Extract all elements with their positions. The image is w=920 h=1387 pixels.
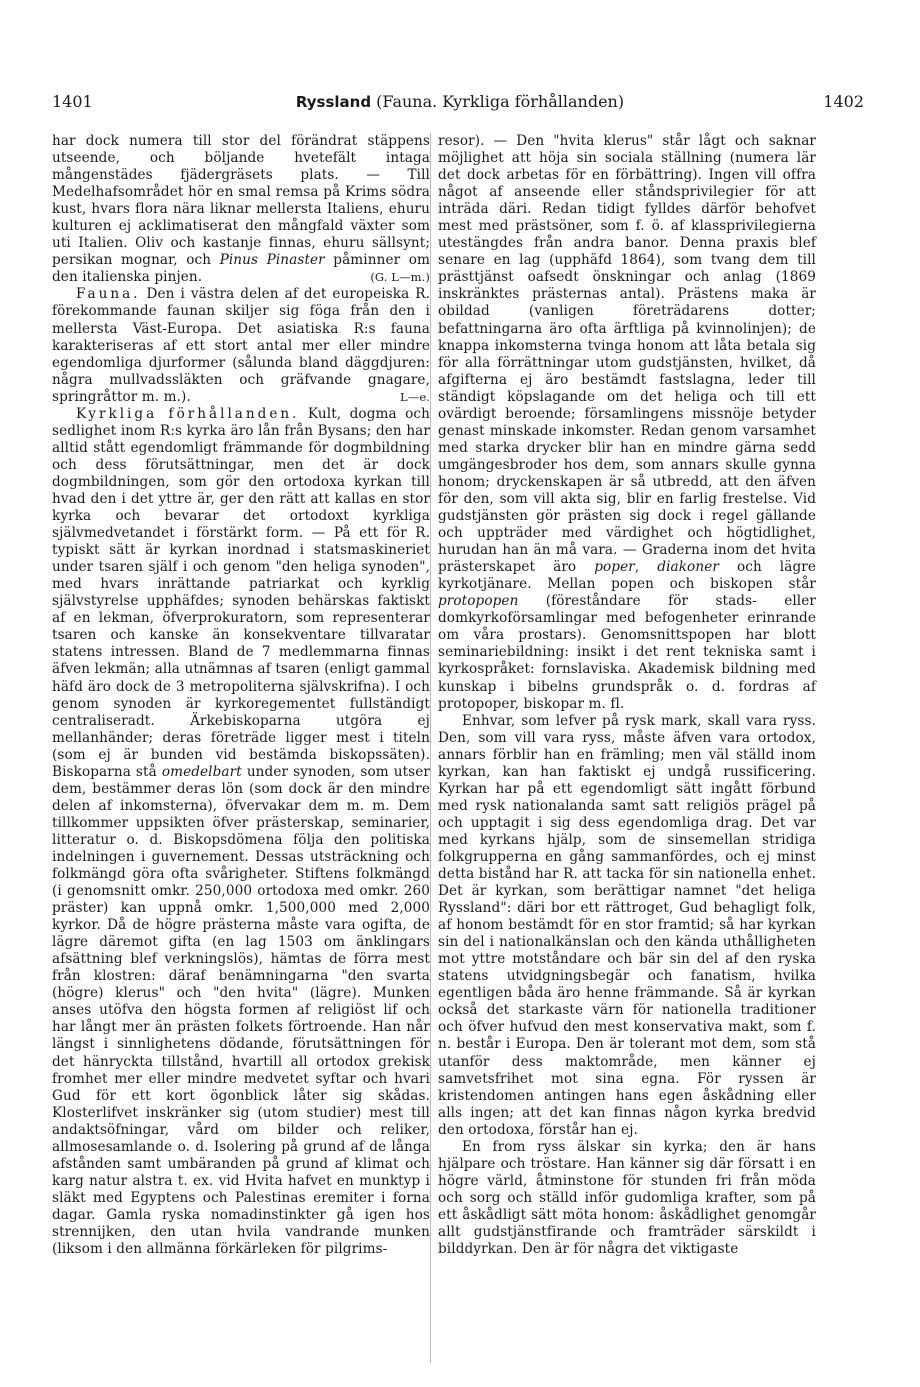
page-number-right: 1402 xyxy=(823,92,864,111)
fauna-paragraph xyxy=(52,286,430,405)
clergy-text-c: och lägre kyrkotjänare. Mellan popen och biskopen står xyxy=(438,559,816,593)
column-divider xyxy=(430,133,431,1363)
fauna-text: Den i västra delen af det europeiska R. förekommande faunan skiljer sig föga från den i mellersta Väst-Europa. Det asiatiska R:s fauna karakteriseras af ett stort antal mer eller mindre egendomliga djurformer (sålunda bland däggdjuren: några mullvadssläkten och gräfvande gnagare, springråttor m. m.). xyxy=(52,286,430,405)
clergy-text-a: resor). — Den "hvita klerus" står lågt och saknar möjlighet att höja sin sociala ställning (numera lär det dock arbetas för en förbättring). Ingen vill offra något af anseende eller ståndsprivilegier för att inträda däri. Redan tidigt fylldes därför behofvet mest med prästsöner, som f. ö. af klassprivilegierna utestängdes från andra banor. Denna praxis blef senare en lag (upphäfd 1864), som tvang dem till prästtjänst oafsedt önskningar och anlag (1869 inskränktes prästernas antal). Prästens maka är obildad (vanligen företrädarens dotter; befattningarna äro ofta ärftliga på kvinnolinjen); de knappa inkomsterna tvinga honom att låta betala sig för alla förrättningar utom gudstjänsten, hvilket, då afgifterna ej äro bestämdt fastslagna, leder till ständigt köpslagande om det heliga och till ett ovärdigt beroende; församlingens missnöje betyder genast minskade inkomster. Redan genom varsamhet med starka drycker blir han en mindre gärna sedd umgängesbroder hos dem, som annars skulle gynna honom; dryckenskapen är så utbredd, att den äfven för den, som vill akta sig, blir en farlig frestelse. Vid gudstjänsten gör prästen sig dock i regel gällande och uppträder med värdighet och högtidlighet, hurudan han än må vara. — Graderna inom det hvita prästerskapet äro xyxy=(438,133,816,576)
flora-italic-term: Pinus Pinaster xyxy=(219,252,325,269)
kyrkliga-text-2: under synoden, som utser dem, bestämmer deras lön (som dock är den mindre delen af inkomsterna), öfvervakar dem m. m. Dem tillkommer uppsikten öfver prästerskap, seminarier, litteratur o. d. Biskopsdömena följa den politiska indelningen i guvernement. Dessas utsträckning och folkmängd göra ofta svårigheter. Stiftens folkmängd (i genomsnitt omkr. 250,000 ortodoxa med omkr. 260 präster) kan uppnå omkr. 1,500,000 med 2,000 kyrkor. Då de högre prästerna måste vara ogifta, de lägre däremot gifta (en lag 1503 om änklingars afsättning blef verkningslös), hämtas de förra mest från klostren: däraf benämningarna "den svarta (högre) klerus" och "den hvita" (lägre). Munken anses utöfva den högsta formen af religiöst lif och har långt mer än prästen folkets förtroende. Han når längst i sinnlighetens dödande, förutsättningen för det hänryckta tillstånd, hvartill all ortodox grekisk fromhet mer eller mindre medvetet syftar och hvari Gud för ett kort ögonblick låter sig skådas. Klosterlifvet inskränker sig (utom studier) mest till andaktsöfningar, vård om bilder och reliker, allmosesamlande o. d. Isolering på grund af de långa afstånden samt umbäranden på grund af klimat och karg natur alstra t. ex. vid Hvita hafvet en munktyp i släkt med Egyptens och Palestinas eremiter i forna dagar. Gamla ryska nomadinstinkter gå igen hos strennijken, den utan hvila vandrande munken (liksom i den allmänna förkärleken för pilgrims- xyxy=(52,763,430,1258)
kyrkliga-heading: Kyrkliga förhållanden. xyxy=(76,405,300,422)
clergy-text-d: (föreståndare för stads- eller domkyrkoförsamlingar med befogenheter erinrande om våra prostars). Genomsnittspopen har blott seminariebildning: insikt i det rent tekniska samt i kyrkospråket: fornslaviska. Akademisk bildning med kunskap i bibelns grundspråk o. d. fordras af protopoper, biskopar m. fl. xyxy=(438,593,816,712)
clergy-paragraph xyxy=(438,133,816,713)
clergy-text-b: , xyxy=(634,559,658,576)
fauna-heading: Fauna. xyxy=(76,286,141,303)
running-title-rest: (Fauna. Kyrkliga förhållanden) xyxy=(371,92,625,111)
page-header xyxy=(0,92,920,116)
flora-text-end: påminner om den italienska pinjen. xyxy=(52,252,430,286)
flora-text: har dock numera till stor del förändrat stäppens utseende, och böljande hvetefält intaga mångenstädes fjädergräsets plats. — Till Medelhafsområdet hör en smal remsa på Krims södra kust, hvars flora nära liknar mellersta Italiens, ehuru kulturen ej acklimatiserat den mångfald växter som uti Italien. Oliv och kastanje finnas, ehuru sällsynt; persikan mognar, och xyxy=(52,133,430,269)
page-number-left: 1401 xyxy=(52,92,93,111)
flora-paragraph xyxy=(52,133,430,286)
kyrkliga-italic-term: omedelbart xyxy=(161,763,242,780)
nationality-paragraph: Enhvar, som lefver på rysk mark, skall vara ryss. Den, som vill vara ryss, måste äfven vara ortodox, annars förblir han en främling; men väl ställd inom kyrkan, kan han faktiskt ej undgå russificering. Kyrkan har på ett egendomligt sätt ingått förbund med rysk nationalanda samt satt religiös prägel på och upptagit i sig dess egendomliga drag. Det var med kyrkans hjälp, som de sinsemellan stridiga folkgrupperna en gång sammanfördes, och ej minst detta bistånd har R. att tacka för sin nationella enhet. Det är kyrkan, som berättigar namnet "det heliga Ryssland": däri bor ett rättroget, Gud behagligt folk, af honom bestämdt för en stor framtid; så har kyrkan sin del i nationalkänslan och den kända uthålligheten mot yttre motståndare och bär sin del af den ryska statens utvidgningsbegär och fanatism, hvilka egentligen båda äro henne främmande. Så är kyrkan också det starkaste värn för nationella traditioner och öfver hufvud den mest konservativa makt, som f. n. består i Europa. Den är tolerant mot dem, som stå utanför dess maktområde, men känner ej samvetsfrihet mot sina egna. För ryssen är kristendomen antingen hans egen åskådning eller alls ingen; att det kan finnas någon kyrka bredvid den ortodoxa, förstår han ej. xyxy=(438,712,816,1138)
italic-poper: poper xyxy=(594,559,635,576)
fauna-signature: L—e. xyxy=(400,389,430,404)
right-column xyxy=(438,133,816,1373)
piety-paragraph: En from ryss älskar sin kyrka; den är hans hjälpare och tröstare. Han känner sig där försatt i en högre värld, åtminstone för stunden fri från möda och sorg och ställd inför gudomliga krafter, som på ett åskådligt sätt möta honom: åskådlighet genomgår allt gudstjänstfirande och framträder särskildt i bilddyrkan. Den är för några det viktigaste xyxy=(438,1138,816,1258)
italic-diakoner: diakoner xyxy=(657,559,719,576)
italic-protopopen: protopopen xyxy=(438,593,519,610)
kyrkliga-text-1: Kult, dogma och sedlighet inom R:s kyrka äro lån från Bysans; den har alltid stått egendomligt främmande för dogmbildning och dess förutsättningar, men det är dock dogmbildningen, som gör den ortodoxa kyrkan till hvad den i det yttre är, ger den rätt att kallas en stor kyrka och bevarar det ortodoxt kyrkliga självmedvetandet i förstärkt form. — På ett för R. typiskt sätt är kyrkan inordnad i statsmaskineriet under tsaren själf i och genom "den heliga synoden", med hvars inrättande patriarkat och kyrklig självstyrelse upphäfdes; synoden behärskas faktiskt af en lekman, öfverprokuratorn, som representerar tsaren och kanske än konsekventare tillvaratar statens intressen. Bland de 7 medlemmarna finnas äfven lekmän; alla utnämnas af tsaren (enligt gammal häfd äro dock de 3 metropoliterna självskrifna). I och genom synoden är kyrkoregementet fullständigt centraliseradt. Ärkebiskoparna utgöra ej mellanhänder; deras företräde ligger mest i titeln (som ej är bunden vid bestämda biskopssäten). Biskoparna stå xyxy=(52,405,430,780)
flora-signature: (G. L—m.) xyxy=(370,270,430,285)
left-column xyxy=(52,133,430,1373)
kyrkliga-paragraph xyxy=(52,406,430,1258)
running-title-head: Ryssland xyxy=(295,93,372,111)
running-title xyxy=(0,92,920,111)
